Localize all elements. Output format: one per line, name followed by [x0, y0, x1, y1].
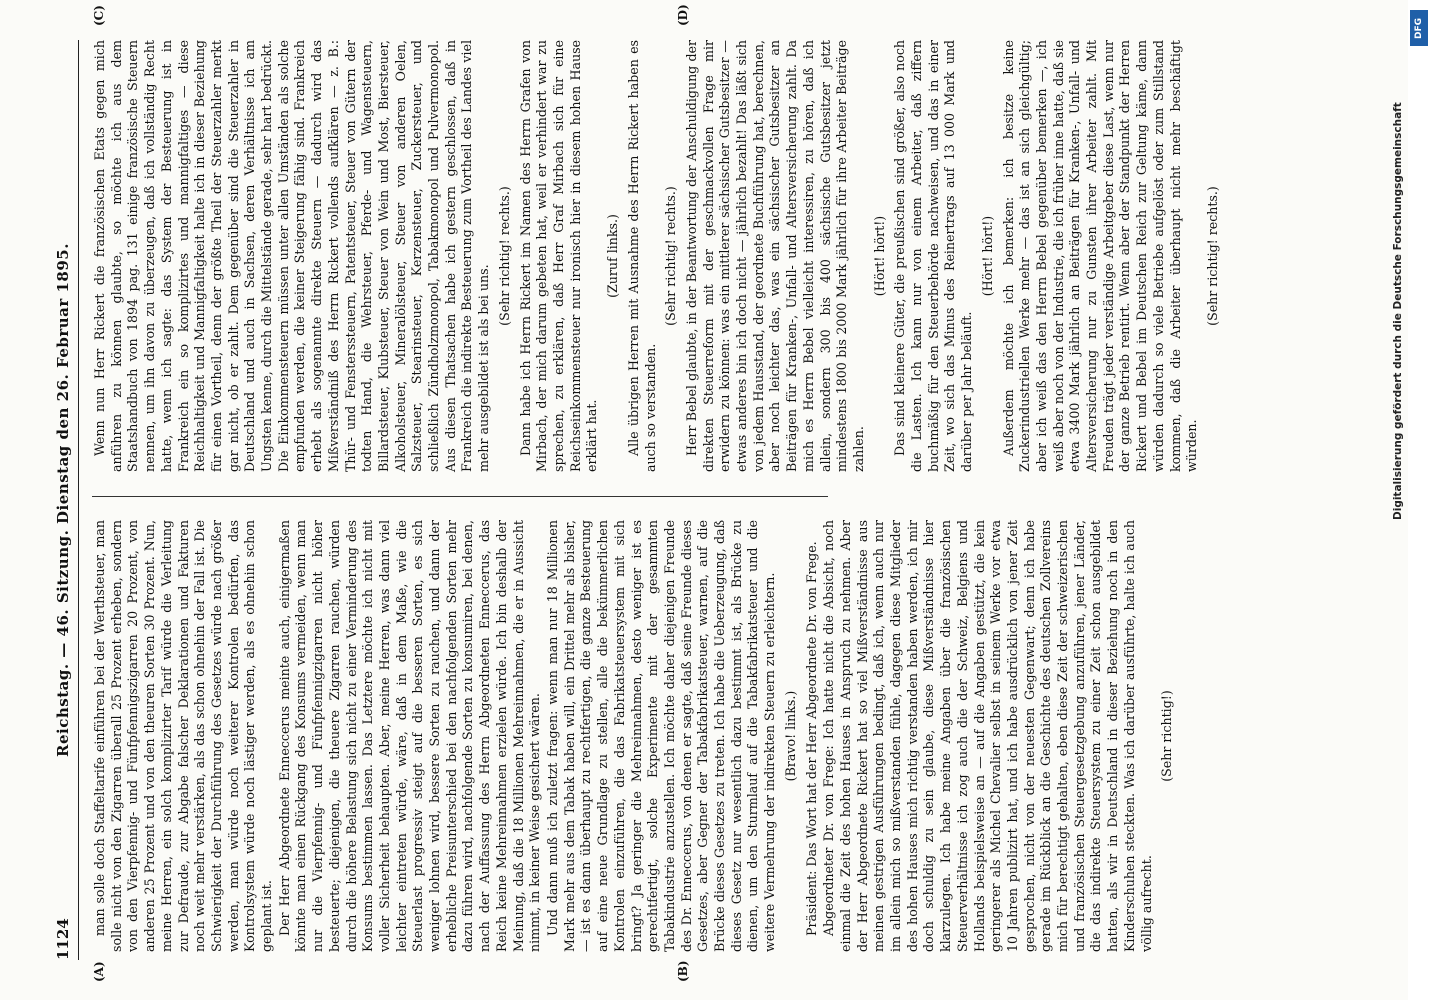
- interjection: (Sehr richtig! rechts.): [496, 186, 512, 326]
- left-column: [92, 520, 1175, 952]
- column-divider: [92, 496, 828, 497]
- digitization-credit: Digitalisierung gefördert durch die Deutsche Forschungsgemeinschaft: [1392, 102, 1404, 520]
- margin-marker-d: (D): [676, 4, 690, 26]
- paragraph: man solle doch Staffeltarife einführen bei der Werthsteuer, man solle nicht von den Zigarren überall 25 Prozent erheben, sondern von den Vierpfennig- und Fünfpfennigszigarren 20 Prozent, von anderen 25 Prozent und von den theuren Sorten 30 Prozent. Nun, meine Herren, ein solch komplizirter Tarif würde die Verleitung zur Defraude, zur Abgabe falscher Deklarationen und Fakturen noch weit mehr verstärken, als das schon ohnehin der Fall ist. Die Schwierigkeit der Durchführung des Gesetzes würde nach größer werden, man würde noch weiterer Kontrolen bedürfen, das Kontrolsystem würde noch lästiger werden, als es ohnehin schon geplant ist.: [92, 520, 275, 952]
- interjection: (Sehr richtig! rechts.): [663, 186, 679, 326]
- margin-marker-b: (B): [676, 960, 690, 982]
- paragraph: Wenn nun Herr Rickert die französischen Etats gegen mich anführen zu können glaubte, so möchte ich aus dem Staatshandbuch von 1894 pag. 131 einige französische Steuern nennen, um ihn davon zu überzeugen, daß ich vollständig Recht hatte, wenn ich sagte: das System der Besteuerung ist in Frankreich ein so komplizirtes und mannigfaltiges — diese Reichhaltigkeit und Mannigfaltigkeit halte ich in dieser Beziehung für einen Vortheil, denn der größte Theil der Steuerzahler merkt gar nicht, ob er zahlt. Dem gegenüber sind die Steuerzahler in Deutschland und auch in Sachsen, deren Verhältnisse ich am Ungsten kenne, durch die Mittelstände gerade, sehr hart bedrückt. Die Einkommensteuern müssen unter allen Umständen als solche empfunden werden, die keiner Steigerung fähig sind. Frankreich erhebt als sogenannte direkte Steuern — dadurch wird das Mißverständniß des Herrn Rickert vollends aufklären — z. B.: Thür- und Fensterssteuern, Patentsteuer, Steuer von Gütern der todten Hand, die Wehrsteuer, Pferde- und Wagensteuern, Billardsteuer, Klubsteuer, Steuer von Wein und Most, Biersteuer, Alkoholsteuer, Mineralölsteuer, Steuer von anderen Oelen, Salzsteuer, Stearinsteuer, Kerzensteuer, Zuckersteuer, und schließlich Zündholzmonopol, Tabakmonopol und Pulvermonopol. Aus diesen Thatsachen habe ich gestern geschlossen, daß in Frankreich die indirekte Besteuerung zum Vortheil des Landes viel mehr ausgebildet ist als bei uns.: [92, 40, 492, 472]
- interjection: (Zuruf links.): [605, 214, 621, 298]
- running-title: Reichstag. — 46. Sitzung. Dienstag den 26. Februar 1895.: [54, 243, 72, 757]
- margin-marker-a: (A): [92, 961, 106, 982]
- interjection: (Bravo! links.): [782, 690, 798, 782]
- right-column: [92, 40, 1220, 472]
- paragraph: Alle übrigen Herren mit Ausnahme des Herrn Rickert haben es auch so verstanden.: [625, 40, 658, 472]
- page-number: 1124: [54, 918, 72, 960]
- paragraph: Präsident: Das Wort hat der Herr Abgeordnete Dr. von Frege.: [803, 541, 819, 936]
- paragraph: Außerdem möchte ich bemerken: ich besitze keine Zuckerindustriellen Werke mehr — das ist an sich gleichgültig; aber ich weiß das den Herrn Bebel gegenüber bemerken —, ich weiß aber noch von der Industrie, die ich früher inne hatte, daß sie etwa 3400 Mark jährlich an Beiträgen für Kranken-, Unfall- und Altersversicherung nur zu Gunsten ihrer Arbeiter zahlt. Mit Freuden trägt jeder verständige Arbeitgeber diese Last, wenn nur der ganze Betrieb rentirt. Wenn aber der Standpunkt der Herren Rickert und Bebel im Deutschen Reich zur Geltung käme, dann würden dadurch so viele Betriebe aufgelöst oder zum Stillstand kommen, daß die Arbeiter überhaupt nicht mehr beschäftigt würden.: [1000, 40, 1200, 472]
- paragraph: Abgeordneter Dr. von Frege: Ich hatte nicht die Absicht, noch einmal die Zeit des hohen Hauses in Anspruch zu nehmen. Aber der Herr Abgeordnete Rickert hat so viel Mißverständnisse aus meinen gestrigen Ausführungen bedingt, daß ich, wenn auch nur im allein mich so mißverstanden fühle, dagegen diese Mitglieder des hohen Hauses mich richtig verstanden haben werden, ich mir doch schuldig zu sein glaube, diese Mißverständnisse hier klarzulegen. Ich habe meine Angaben über die französischen Steuerverhältnisse ich zog auch die der Schweiz, Belgiens und Hollands beispielsweise an — auf die Angaben gestützt, die kein geringerer als Michel Chevalier selbst in seinem Werke vor etwa 10 Jahren publizirt hat, und ich habe ausdrücklich von jener Zeit gesprochen, nicht von der neuesten Gegenwart; denn ich habe gerade im Rückblick an die Geschichte des deutschen Zollvereins mich für berechtigt gehalten, eben diese Zeit der schweizerischen und französischen Steuergesetzgebung anzuführen, jener Länder, die das indirekte Steuersystem zu einer Zeit schon ausgebildet hatten, als wir in Deutschland in dieser Beziehung noch in den Kinderschuhen steckten. Was ich darüber ausführte, halte ich auch völlig aufrecht.: [821, 520, 1154, 952]
- interjection: (Hört! hört!): [871, 215, 887, 297]
- interjection: (Sehr richtig! rechts.): [1205, 186, 1220, 326]
- dfg-logo: DFG: [1410, 10, 1428, 46]
- interjection: (Hört! hört!): [979, 215, 995, 297]
- paragraph: Und dann muß ich zuletzt fragen: wenn man nur 18 Millionen Mark mehr aus dem Tabak haben will, ein Drittel mehr als bisher, — ist es dann überhaupt zu rechtfertigen, die ganze Besteuerung auf eine neue Grundlage zu stellen, alle die bekümmerlichen Kontrolen einzuführen, die das Fabrikatsteuersystem mit sich bringt? Ja geringer die Mehreinnahmen, desto weniger ist es gerechtfertigt, solche Experimente mit der gesammten Tabakindustrie anzustellen. Ich möchte daher diejenigen Freunde des Dr. Enneccerus, von denen er sagte, daß seine Freunde dieses Gesetzes, aber Gegner der Tabakfabrikatsteuer, warnen, auf die Brücke dieses Gesetzes zu treten. Ich habe die Ueberzeugung, daß dieses Gesetz nur wesentlich dazu bestimmt ist, als Brücke zu dienen, um den Sturmlauf auf die Tabakfabrikatsteuer und die weitere Vermehrung der indirekten Steuern zu erleichtern.: [544, 520, 778, 952]
- paragraph: Der Herr Abgeordnete Enneccerus meinte auch, einigermaßen könnte man einen Rückgang des Konsums vermeiden, wenn man nur die Vierpfennig- und Fünfpfennigzigarren nicht höher besteuerte; diejenigen, die theuere Zigarren rauchen, würden durch die höhere Belastung sich nicht zu einer Verminderung des Konsums bestimmen lassen. Das Letztere möchte ich nicht mit voller Sicherheit behaupten. Aber, meine Herren, was dann viel leichter eintreten würde, wäre, daß in dem Maße, wie die Steuerlast progressiv steigt auf die besseren Sorten, es sich weniger lohnen wird, bessere Sorten zu rauchen, und dann der erhebliche Preisunterschied bei den nachfolgenden Sorten mehr dazu führen wird, nachfolgende Sorten zu konsumiren, bei denen, nach der Auffassung des Herrn Abgeordneten Enneccerus, das Reich keine Mehreinnahmen erzielen würde. Ich bin deshalb der Meinung, daß die 18 Millionen Mehreinnahmen, die er in Aussicht nimmt, in keiner Weise gesichert wären.: [276, 520, 543, 952]
- interjection: (Sehr richtig!): [1159, 690, 1175, 782]
- paragraph: Dann habe ich Herrn Rickert im Namen des Herrn Grafen von Mirbach, der mich darum gebeten hat, weil er verhindert war zu sprechen, zu erklären, daß Herr Graf Mirbach sich für eine Reichseinkommensteuer nur ironisch hier in diesem hohen Hause erklärt hat.: [517, 40, 600, 472]
- paragraph: Das sind kleinere Güter, die preußischen sind größer, also noch die Lasten. Ich kann nur von einem Arbeiter, daß ziffern buchmäßig für den Steuerbehörde nachweisen, und das in einer Zeit, wo sich das Minus des Reinertrags auf 13 000 Mark und darüber per Jahr beläuft.: [892, 40, 975, 472]
- credit-strip: [1408, 0, 1432, 1000]
- paragraph: Herr Bebel glaubte, in der Beantwortung der Anschuldigung der direkten Steuerreform mit der geschmackvollen Frage mir erwidern zu können: was ein mittlerer sächsischer Gutsbesitzer — etwas anderes bin ich doch nicht — jährlich bezahlt! Das läßt sich von jedem Hausstand, der geordnete Buchführung hat, berechnen, aber noch leichter das, was ein sächsischer Gutsbesitzer an Beiträgen für Kranken-, Unfall- und Altersversicherung zahlt. Da mich es Herrn Bebel vielleicht interessiren, zu hören, daß ich allein, sondern 300 bis 400 sächsische Gutsbesitzer jetzt mindestens 1800 bis 2000 Mark jährlich für ihre Arbeiter Beiträge zahlen.: [683, 40, 866, 472]
- margin-marker-c: (C): [92, 5, 106, 26]
- page-header: [52, 40, 79, 960]
